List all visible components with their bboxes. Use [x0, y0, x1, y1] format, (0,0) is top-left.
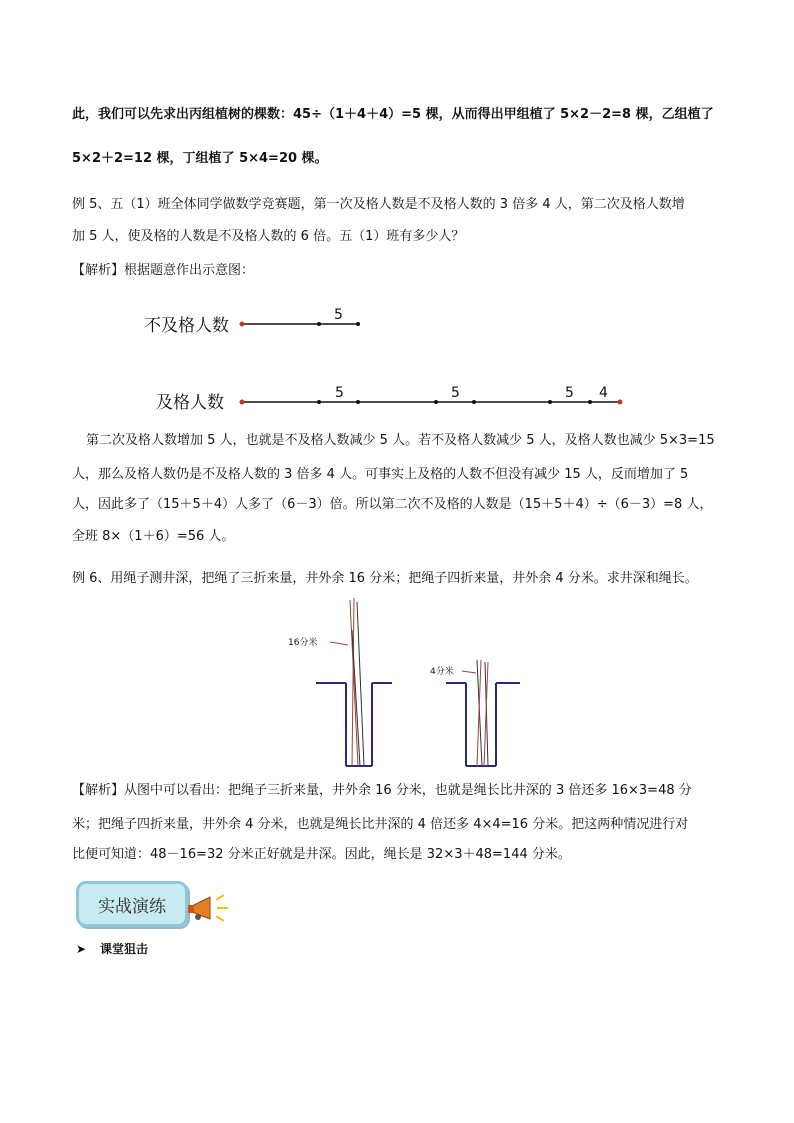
megaphone-icon	[188, 892, 236, 924]
pass-line-start-dot	[240, 400, 245, 405]
analysis-text: 【解析】从图中可以看出：把绳子三折来量，井外余 16 分米，也就是绳长比井深的 3 倍还多 16×3=48 分	[72, 783, 692, 798]
pass-line-dot	[317, 400, 321, 404]
example-5-question: 例 5、五（1）班全体同学做数学竞赛题，第一次及格人数是不及格人数的 3 倍多 4 人，第二次及格人数增	[72, 197, 685, 212]
classroom-practice-label: 课堂狙击	[100, 942, 149, 956]
left-rope-excess-label: 16分米	[288, 638, 318, 648]
pass-segment-label: 5	[335, 385, 344, 401]
fail-segment-label: 5	[334, 307, 343, 323]
example-6-question: 例 6、用绳子测井深，把绳了三折来量，井外余 16 分米；把绳子四折来量，井外余 4 分米。求井深和绳长。	[72, 571, 698, 586]
pass-count-label: 及格人数	[156, 393, 224, 413]
arrow-bullet-icon: ➤	[76, 942, 87, 956]
pass-line-dot	[548, 400, 552, 404]
solution-text: 第二次及格人数增加 5 人，也就是不及格人数减少 5 人。若不及格人数减少 5 人，及格人数也减少 5×3=15	[86, 433, 715, 448]
paragraph-text: 5×2＋2=12 棵，丁组植了 5×4=20 棵。	[72, 151, 328, 166]
fail-line-end-dot	[356, 322, 360, 326]
pass-line-dot	[472, 400, 476, 404]
classroom-practice-heading	[76, 940, 148, 957]
solution-text: 人，那么及格人数仍是不及格人数的 3 倍多 4 人。可事实上及格的人数不但没有减少 15 人，反而增加了 5	[72, 467, 689, 482]
well-diagram-right	[430, 660, 520, 766]
pass-line-dot	[434, 400, 438, 404]
pass-segment-label: 5	[565, 385, 574, 401]
solution-text: 全班 8×（1＋6）=56 人。	[72, 529, 235, 544]
pass-segment-label: 5	[451, 385, 460, 401]
example-5-question-cont: 加 5 人，使及格的人数是不及格人数的 6 倍。五（1）班有多少人？	[72, 229, 465, 244]
well-diagram-left	[288, 598, 392, 766]
paragraph-text: 此，我们可以先求出丙组植树的棵数：45÷（1＋4＋4）=5 棵，从而得出甲组植了 5×2－2=8 棵，乙组植了	[72, 107, 714, 122]
fail-line-start-dot	[240, 322, 245, 327]
pass-line-dot	[356, 400, 360, 404]
fail-count-label: 不及格人数	[144, 316, 229, 336]
fail-line-mid-dot	[317, 322, 321, 326]
practice-section-badge: 实战演练	[76, 881, 188, 927]
right-rope-excess-label: 4分米	[430, 667, 454, 677]
analysis-text: 米；把绳子四折来量，井外余 4 分米，也就是绳长比井深的 4 倍还多 4×4=16 分米。把这两种情况进行对	[72, 817, 689, 832]
example-5-analysis-heading: 【解析】根据题意作出示意图：	[72, 263, 255, 278]
solution-text: 人，因此多了（15＋5＋4）人多了（6－3）倍。所以第二次不及格的人数是（15＋5＋4）÷（6－3）=8 人，	[72, 497, 713, 512]
pass-line-dot	[588, 400, 592, 404]
pass-segment-label: 4	[599, 385, 608, 401]
analysis-text: 比便可知道：48－16=32 分米正好就是井深。因此，绳长是 32×3＋48=144 分米。	[72, 847, 571, 862]
pass-line-end-dot	[618, 400, 623, 405]
